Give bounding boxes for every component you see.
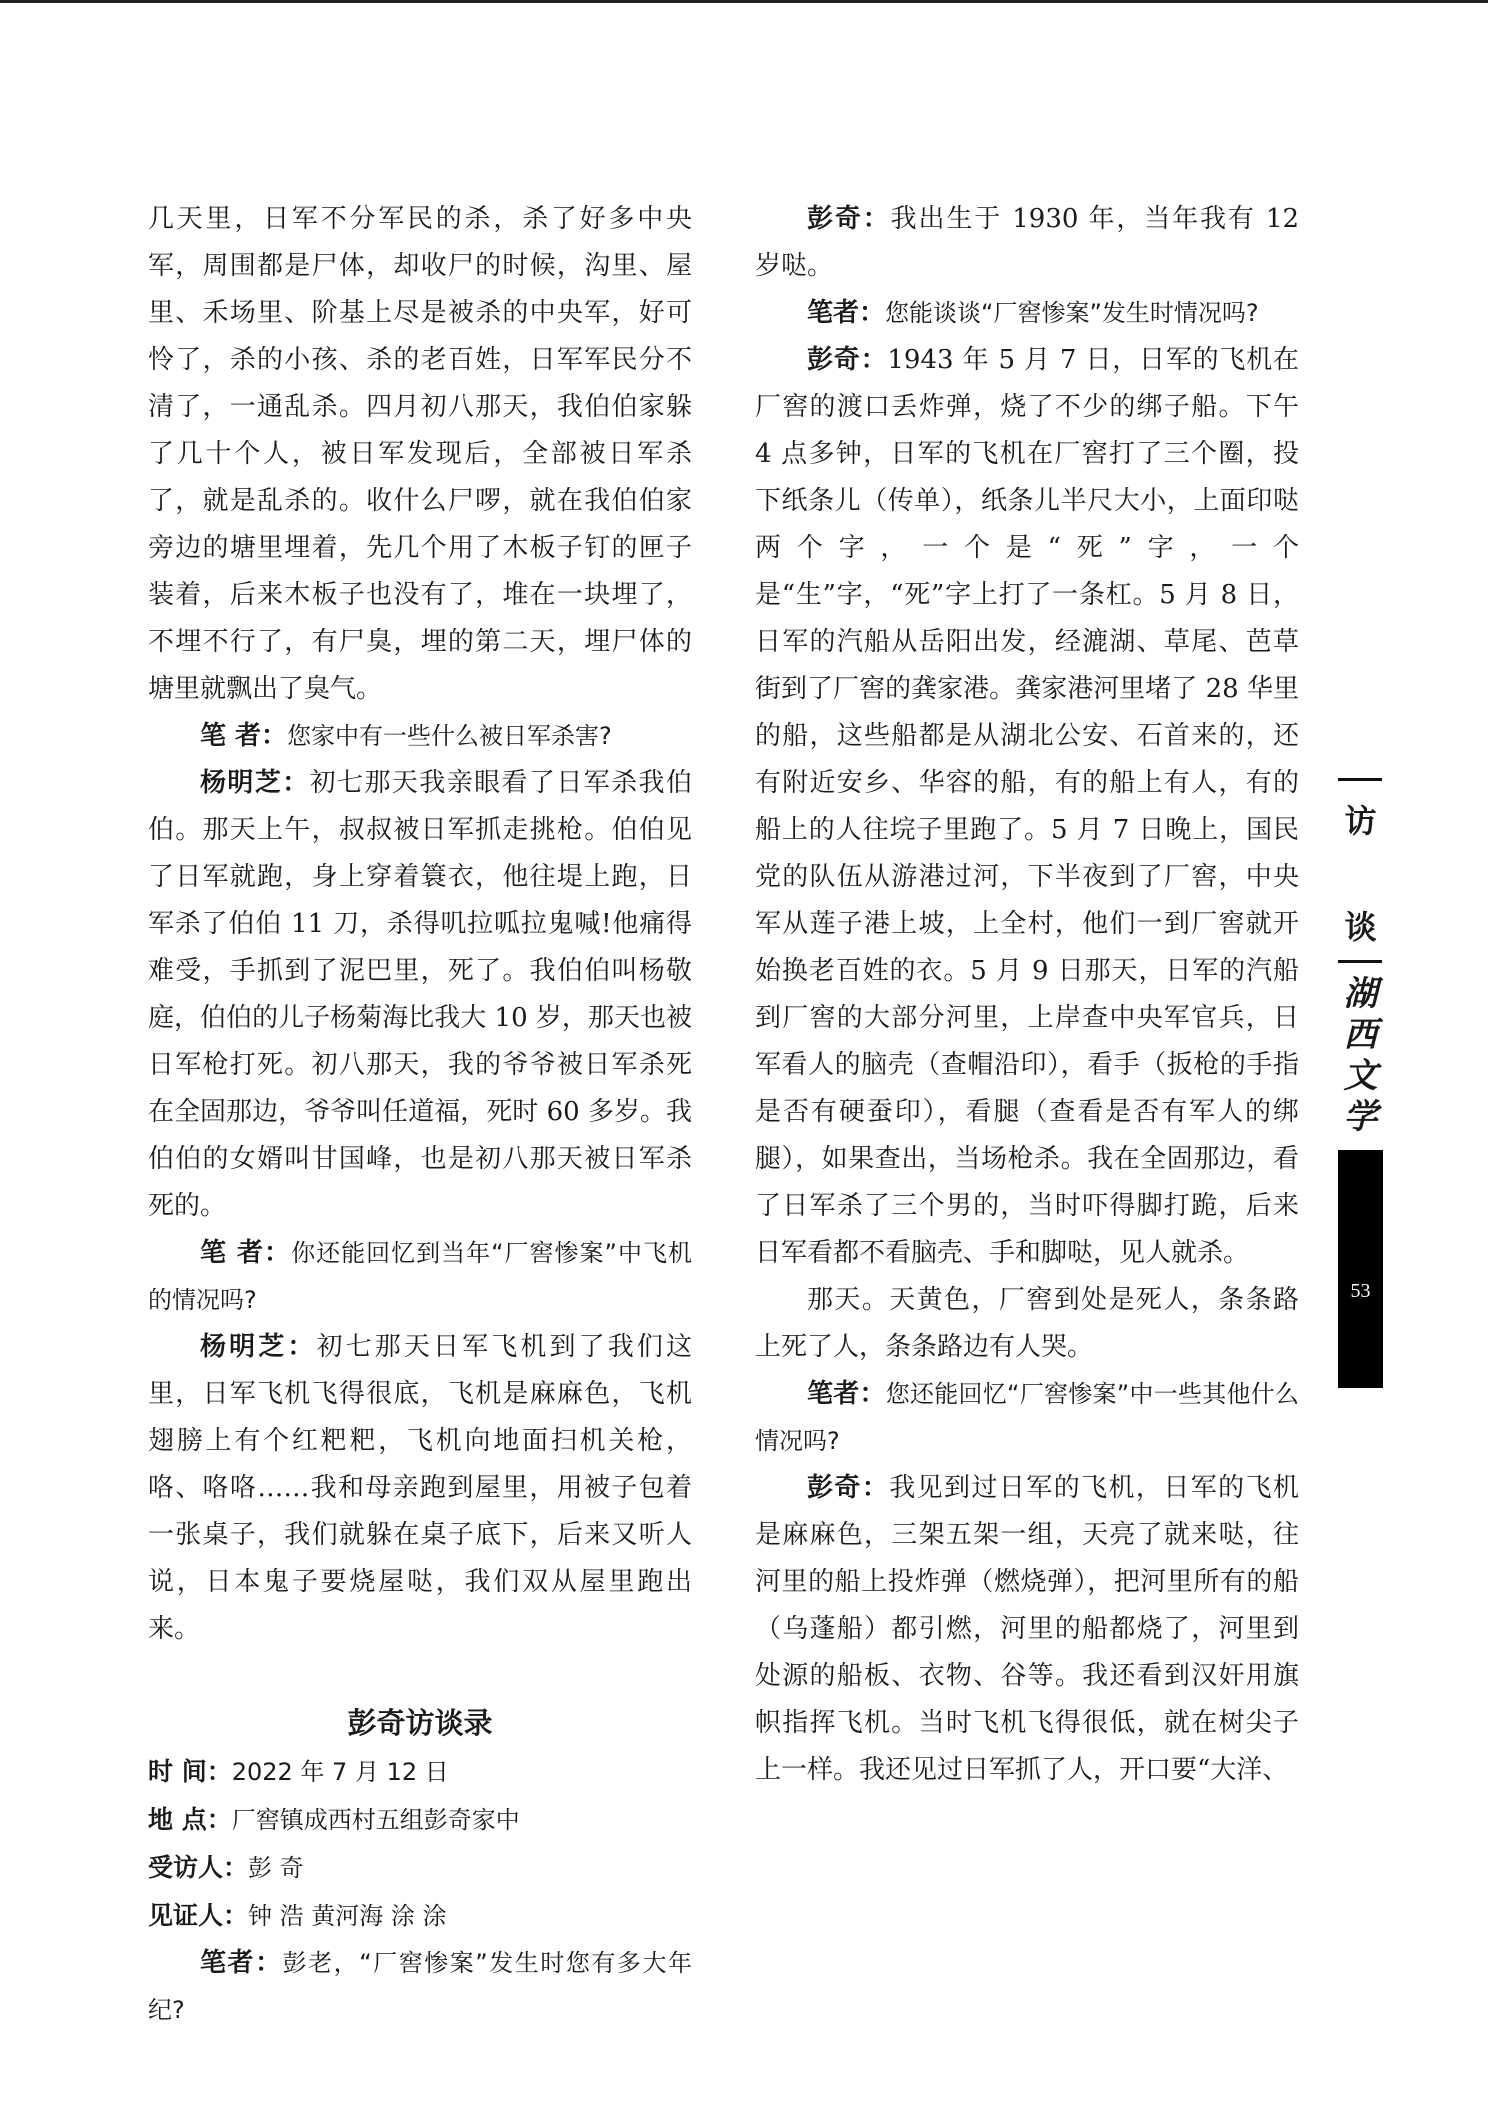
answer-text: 1943 年 5 月 7 日，日军的飞机在厂窖的渡口丢炸弹，烧了不少的绑子船。下午 4 点多钟，日军的飞机在厂窖打了三个圈，投下纸条儿（传单），纸条儿半尺大小，上面印哒两个字，一个是“死”字，一个是“生”字，“死”字上打了一条杠。5 月 8 日，日军的汽船从岳阳出发，经漉湖、草尾、芭草街到了厂窖的龚家港。龚家港河里堵了 28 华里的船，这些船都是从湖北公安、石首来的，还有附近安乡、华容的船，有的船上有人，有的船上的人往垸子里跑了。5 月 7 日晚上，国民党的队伍从游港过河，下半夜到了厂窖，中央军从莲子港上坡，上全村，他们一到厂窖就开始换老百姓的衣。5 月 9 日那天，日军的汽船到厂窖的大部分河里，上岸查中央军官兵，日军看人的脑壳（查帽沿印），看手（扳枪的手指是否有硬蚕印），看腿（查看是否有军人的绑腿），如果查出，当场枪杀。我在全固那边，看了日军杀了三个男的，当时吓得脚打跪，后来日军看都不看脑壳、手和脚哒，见人就杀。 — [755, 345, 1299, 1268]
paragraph-text: 那天。天黄色，厂窖到处是死人，条条路上死了人，条条路边有人哭。 — [755, 1285, 1299, 1362]
meta-label: 地 点： — [148, 1805, 232, 1834]
section-label-char: 访 — [1344, 802, 1377, 840]
question-text: 彭老，“厂窖惨案”发生时您有多大年纪? — [148, 1949, 692, 2024]
question-paragraph — [148, 1230, 692, 1324]
journal-brand-char: 湖 — [1343, 974, 1378, 1014]
meta-value: 2022 年 7 月 12 日 — [231, 1758, 449, 1786]
question-text: 您还能回忆“厂窖惨案”中一些其他什么情况吗? — [755, 1380, 1299, 1455]
meta-label: 见证人： — [148, 1901, 249, 1930]
journal-brand-char: 西 — [1343, 1015, 1378, 1055]
page-number-tab — [1338, 1150, 1383, 1388]
interview-title: 彭奇访谈录 — [347, 1706, 493, 1740]
top-rule — [0, 0, 1488, 3]
meta-witness — [148, 1892, 692, 1940]
sidebar-rule-bottom — [1338, 960, 1382, 963]
question-paragraph — [148, 713, 692, 760]
speaker-label: 彭奇： — [807, 1473, 890, 1503]
left-column — [148, 196, 692, 2034]
speaker-label: 杨明芝： — [200, 1332, 317, 1362]
question-paragraph — [755, 1371, 1299, 1465]
journal-brand-char: 学 — [1343, 1097, 1378, 1137]
paragraph-text: 几天里，日军不分军民的杀，杀了好多中央军，周围都是尸体，却收尸的时候，沟里、屋里、禾场里、阶基上尽是被杀的中央军，好可怜了，杀的小孩、杀的老百姓，日军军民分不清了，一通乱杀。四月初八那天，我伯伯家躲了几十个人，被日军发现后，全部被日军杀了，就是乱杀的。收什么尸啰，就在我伯伯家旁边的塘里埋着，先几个用了木板子钉的匣子装着，后来木板子也没有了，堆在一块埋了， 不埋不行了，有尸臭，埋的第二天，埋尸体的塘里就飘出了臭气。 — [148, 204, 692, 704]
answer-text: 初七那天日军飞机到了我们这里，日军飞机飞得很底，飞机是麻麻色，飞机翅膀上有个红粑粑，飞机向地面扫机关枪，咯、咯咯……我和母亲跑到屋里，用被子包着一张桌子，我们就躲在桌子底下，后来又听人说，日本鬼子要烧屋哒，我们双从屋里跑出来。 — [148, 1332, 692, 1644]
answer-text: 初七那天我亲眼看了日军杀我伯伯。那天上午，叔叔被日军抓走挑枪。伯伯见了日军就跑，身上穿着簑衣，他往堤上跑，日军杀了伯伯 11 刀，杀得叽拉呱拉鬼喊!他痛得难受，手抓到了泥巴里，死了。我伯伯叫杨敬庭，伯伯的儿子杨菊海比我大 10 岁，那天也被日军枪打死。初八那天，我的爷爷被日军杀死在全固那边，爷爷叫任道福，死时 60 多岁。我伯伯的女婿叫甘国峰，也是初八那天被日军杀死的。 — [148, 768, 692, 1221]
question-text: 您家中有一些什么被日军杀害? — [287, 722, 612, 750]
question-paragraph — [148, 1940, 692, 2034]
question-paragraph — [755, 290, 1299, 337]
speaker-label: 彭奇： — [807, 204, 891, 234]
speaker-label: 笔者： — [807, 1379, 886, 1409]
speaker-label: 笔者： — [807, 298, 886, 328]
speaker-label: 笔 者： — [200, 721, 288, 751]
speaker-label: 彭奇： — [807, 345, 888, 375]
speaker-label: 笔 者： — [200, 1238, 292, 1268]
answer-text: 我见到过日军的飞机，日军的飞机是麻麻色，三架五架一组，天亮了就来哒，往河里的船上投炸弹（燃烧弹），把河里所有的船（乌蓬船）都引燃，河里的船都烧了，河里到处源的船板、衣物、谷等。我还看到汉奸用旗帜指挥飞机。当时飞机飞得很低，就在树尖子上一样。我还见过日军抓了人，开口要“大洋、 — [755, 1473, 1299, 1785]
page-number: 53 — [1350, 1280, 1371, 1302]
answer-paragraph — [755, 337, 1299, 1277]
question-text: 您能谈谈“厂窖惨案”发生时情况吗? — [885, 299, 1259, 327]
question-text: 你还能回忆到当年“厂窖惨案”中飞机的情况吗? — [148, 1239, 692, 1314]
sidebar-rule-top — [1338, 778, 1382, 781]
meta-label: 时 间： — [148, 1757, 232, 1786]
right-column — [755, 196, 1299, 1794]
paragraph — [148, 196, 692, 713]
meta-interviewee — [148, 1844, 692, 1892]
meta-time — [148, 1748, 692, 1796]
speaker-label: 笔者： — [200, 1948, 283, 1978]
paragraph — [755, 1277, 1299, 1371]
answer-text: 我出生于 1930 年，当年我有 12 岁哒。 — [755, 204, 1299, 281]
answer-paragraph — [148, 760, 692, 1230]
answer-paragraph — [148, 1324, 692, 1653]
answer-paragraph — [755, 1465, 1299, 1794]
meta-value: 厂窖镇成西村五组彭奇家中 — [231, 1806, 520, 1834]
meta-value: 彭 奇 — [248, 1854, 304, 1882]
journal-brand-char: 文 — [1343, 1056, 1378, 1096]
meta-value: 钟 浩 黄河海 涂 涂 — [248, 1902, 447, 1930]
section-label-char: 谈 — [1344, 908, 1377, 946]
answer-paragraph — [755, 196, 1299, 290]
speaker-label: 杨明芝： — [200, 768, 310, 798]
meta-label: 受访人： — [148, 1853, 249, 1882]
meta-place — [148, 1796, 692, 1844]
